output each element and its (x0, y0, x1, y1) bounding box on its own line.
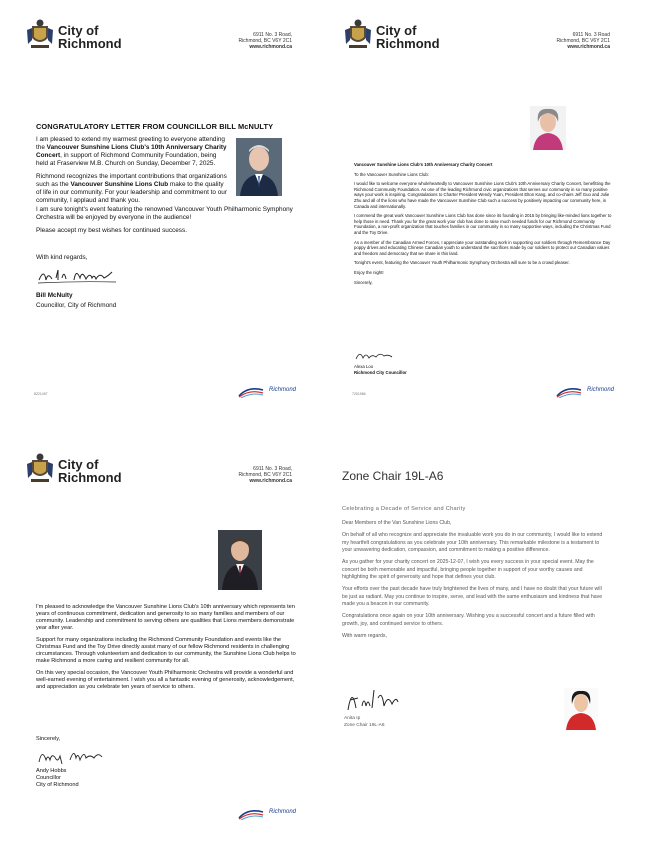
city-wordmark (58, 24, 122, 50)
closing: With warm regards, (342, 632, 387, 639)
letter-body-cont (36, 206, 298, 240)
document-code: 7201966 (352, 392, 366, 396)
signer-name: Anita Ip (344, 716, 361, 721)
paragraph: Enjoy the night! (354, 269, 384, 275)
paragraph: I would like to welcome everyone wholeheartedly to Vancouver Sunshine Lions Club's 10th Anniversary Charity Concert, benefitting the Richmond Community Foundation. As one of the leading Richmond civic organizations that serves our community in so many positive ways your work is inspiring. Congratulations to Charter President Wendy Yuan, President Elton Kang, and co-chairs Jeff Guo and Julie Zhu and all of the lions who have made the Vancouver Sunshine Club such a success by positively impacting our community here, in Canada and internationally. (354, 181, 611, 209)
address-line1: 6911 No. 3 Road (572, 32, 610, 38)
letter-councillor-mcnulty (22, 14, 310, 406)
paragraph: On behalf of all who recognize and appreciate the invaluable work you do in our community, I would like to extend my heartfelt congratulations as you celebrate your 10th anniversary. This remarkable milestone is a testament to your unwavering dedication, compassion, and commitment to making a positive difference. (342, 532, 603, 553)
signer-title: Richmond City Councillor (354, 369, 407, 375)
website-link[interactable]: www.richmond.ca (567, 44, 610, 50)
paragraph: Your efforts over the past decade have truly brightened the lives of many, and I have no doubt that your future will be just as radiant. May you continue to inspire, serve, and lead with the same enthusiasm and kindness that have made you a beacon in our community. (342, 586, 603, 607)
footer-wordmark: Richmond (268, 809, 296, 815)
signer-name: Alexa Loo (354, 364, 374, 369)
address-line1: 6911 No. 3 Road, (253, 466, 292, 472)
paragraph: I'm pleased to acknowledge the Vancouver Sunshine Lions Club's 10th anniversary which represents ten years of continuous commitment, dedication and generosity to so many families and members of our community. Leadership and commitment to serving others are qualities that Lions members demonstrate year after year. (36, 604, 295, 631)
city-line1: City of (376, 23, 417, 38)
paragraph: Congratulations once again on your 10th anniversary. Wishing you a successful concert and a future filled with growth, joy, and continued service to others. (342, 613, 595, 627)
signer-block (344, 716, 385, 729)
address-line1: 6911 No. 3 Road, (253, 32, 292, 38)
city-wordmark (58, 458, 122, 484)
signature-image (354, 348, 394, 362)
councillor-portrait (218, 530, 262, 590)
city-wordmark (376, 24, 440, 50)
swoosh-icon (556, 386, 582, 398)
closing: With kind regards, (36, 254, 88, 261)
letter-heading: CONGRATULATORY LETTER FROM COUNCILLOR BILL McNULTY (36, 122, 274, 131)
letter-body (36, 604, 298, 696)
richmond-footer-logo (556, 384, 614, 398)
city-address (556, 32, 610, 50)
swoosh-icon (238, 808, 264, 820)
website-link[interactable]: www.richmond.ca (249, 478, 292, 484)
signer-name: Bill McNulty (36, 292, 73, 299)
paragraph: As a member of the Canadian Armed Forces, I appreciate your outstanding work in supporting our soldiers through Remembrance Day poppy drives and educating Chinese Canadian youth to understand the sacrifices made by our soldiers to protect our Canadian values and freedom and democracy that we share in this land. (354, 239, 611, 256)
paragraph: I am pleased to extend my warmest greeting to everyone attending the Vancouver Sunshine Lions Club's 10th Anniversary Charity Concert, in support of Richmond Community Foundation, being held at Fraserview M.B. Church on Sunday, December 7, 2025. (36, 136, 227, 167)
paragraph: Tonight's event, featuring the Vancouver Youth Philharmonic Symphony Orchestra will sure to be a crowd pleaser. (354, 260, 570, 266)
letter-councillor-loo (340, 14, 628, 406)
city-address (238, 466, 292, 484)
paragraph: I am sure tonight's event featuring the renowned Vancouver Youth Philharmonic Symphony Orchestra will be enjoyed by everyone in the audience! (36, 206, 293, 221)
richmond-footer-logo (238, 384, 296, 398)
city-line1: City of (58, 23, 99, 38)
document-code: 8221497 (34, 392, 48, 396)
letter-body (36, 136, 230, 210)
signer-block (354, 364, 407, 375)
salutation: To the Vancouver Sunshine Lions Club: (354, 171, 429, 177)
address-line2: Richmond, BC V6Y 2C1 (238, 38, 292, 44)
city-crest-icon (26, 452, 54, 484)
city-line2: Richmond (376, 36, 440, 51)
city-line2: Richmond (58, 470, 122, 485)
address-line2: Richmond, BC V6Y 2C1 (556, 38, 610, 44)
paragraph: Please accept my best wishes for continued success. (36, 227, 187, 234)
website-link[interactable]: www.richmond.ca (249, 44, 292, 50)
letter-subtitle: Celebrating a Decade of Service and Charity (342, 506, 466, 512)
swoosh-icon (238, 386, 264, 398)
paragraph: As you gather for your charity concert on 2025-12-07, I wish you every success in your special event. May the concert be both memorable and impactful, bringing people together in support of your worthy causes and highlighting the spirit of generosity and hope that defines your club. (342, 559, 594, 580)
richmond-footer-logo (238, 806, 296, 820)
signer-block (36, 768, 79, 789)
letter-heading: Vancouver Sunshine Lions Club's 10th Anniversary Charity Concert (354, 162, 493, 167)
signer-org: City of Richmond (36, 782, 79, 788)
paragraph: On this very special occasion, the Vancouver Youth Philharmonic Orchestra will provide a wonderful and well-earned evening of entertainment. I wish you all a fantastic evening of generosity, acknowledgement, and appreciation as you celebrate ten years of service to others. (36, 670, 295, 690)
signature-image (344, 684, 404, 714)
signer-title: Zone Chair 19L-A6 (344, 722, 385, 728)
paragraph: I commend the great work Vancouver Sunshine Lions Club has done since its founding in 2015 by bringing like-minded lions together to help those in need. Thank you for the great work your club has done to raise much needed funds for our Richmond Community Foundation, a non-profit organization that touches families in our community in so many supportive ways, including the Christmas Fund and the Toy Drive. (354, 213, 612, 235)
signer-title: Councillor, City of Richmond (36, 302, 117, 309)
closing: Sincerely, (36, 736, 61, 742)
letter-body (354, 162, 616, 289)
letter-body (342, 520, 604, 645)
address-line2: Richmond, BC V6Y 2C1 (238, 472, 292, 478)
footer-wordmark: Richmond (586, 387, 614, 393)
signer-portrait (564, 688, 598, 730)
city-line1: City of (58, 457, 99, 472)
letter-title: Zone Chair 19L-A6 (342, 469, 444, 483)
closing: Sincerely, (354, 279, 373, 285)
city-line2: Richmond (58, 36, 122, 51)
city-crest-icon (344, 18, 372, 50)
city-crest-icon (26, 18, 54, 50)
signer-title: Councillor (36, 775, 61, 781)
signature-image (36, 744, 116, 766)
signature-image (36, 264, 126, 286)
councillor-portrait (236, 138, 282, 196)
city-address (238, 32, 292, 50)
letter-councillor-hobbs (22, 448, 310, 828)
letter-zone-chair-ip (340, 448, 630, 828)
signer-name: Andy Hobbs (36, 768, 67, 774)
salutation: Dear Members of the Van Sunshine Lions Club, (342, 520, 452, 526)
paragraph: Support for many organizations including the Richmond Community Foundation and events like the Christmas Fund and the Toy Drive directly assist many of our fellow Richmond residents in challenging circumstances. Through volunteerism and dedication to our community, the Sunshine Lions Club helps to make Richmond a more caring and resilient community for all. (36, 637, 296, 664)
paragraph: Richmond recognizes the important contributions that organizations such as the Vancouver Sunshine Lions Club make to the quality of life in our community. For your leadership and commitment to our community, I applaud and thank you. (36, 173, 227, 204)
councillor-portrait (530, 106, 566, 150)
footer-wordmark: Richmond (268, 387, 296, 393)
